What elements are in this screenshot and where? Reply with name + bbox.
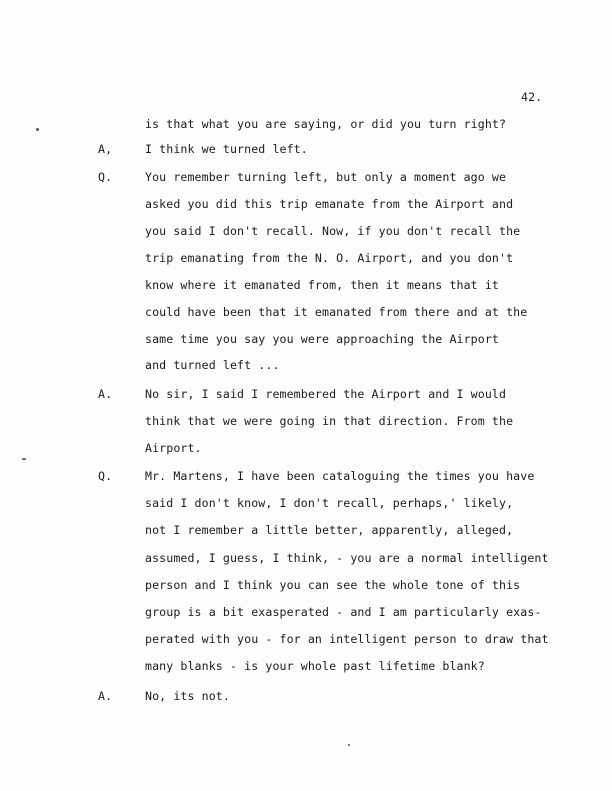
transcript-line: not I remember a little better, apparently, alleged, (145, 523, 514, 537)
scan-speck (36, 128, 39, 131)
scan-speck (22, 458, 26, 460)
transcript-line: you said I don't recall. Now, if you don't recall the (145, 224, 521, 238)
transcript-line: same time you say you were approaching the Airport (145, 332, 500, 346)
transcript-line: asked you did this trip emanate from the Airport and (145, 197, 514, 211)
transcript-line: No sir, I said I remembered the Airport and I would (145, 387, 507, 401)
transcript-line: could have been that it emanated from there and at the (145, 305, 528, 319)
transcript-line: many blanks - is your whole past lifetime blank? (145, 659, 485, 673)
page-number: 42. (521, 90, 543, 104)
transcript-line: assumed, I guess, I think, - you are a normal intelligent (145, 551, 549, 565)
scan-speck (348, 744, 350, 746)
speaker-label: A. (98, 689, 113, 703)
transcript-line: I think we turned left. (145, 142, 308, 156)
speaker-label: Q. (98, 170, 113, 184)
transcript-line: said I don't know, I don't recall, perhaps,' likely, (145, 496, 514, 510)
transcript-line: No, its not. (145, 689, 230, 703)
transcript-line: know where it emanated from, then it means that it (145, 278, 500, 292)
speaker-label: A. (98, 387, 113, 401)
speaker-label: Q. (98, 469, 113, 483)
speaker-label: A, (98, 142, 113, 156)
transcript-line: think that we were going in that direction. From the (145, 414, 514, 428)
transcript-line: group is a bit exasperated - and I am particularly exas- (145, 605, 542, 619)
transcript-line: Mr. Martens, I have been cataloguing the times you have (145, 469, 535, 483)
transcript-line: and turned left ... (145, 358, 280, 372)
transcript-line: is that what you are saying, or did you turn right? (145, 117, 507, 131)
transcript-line: Airport. (145, 441, 202, 455)
transcript-line: trip emanating from the N. O. Airport, and you don't (145, 251, 514, 265)
transcript-line: person and I think you can see the whole tone of this (145, 578, 521, 592)
transcript-line: You remember turning left, but only a moment ago we (145, 170, 507, 184)
transcript-line: perated with you - for an intelligent person to draw that (145, 632, 549, 646)
